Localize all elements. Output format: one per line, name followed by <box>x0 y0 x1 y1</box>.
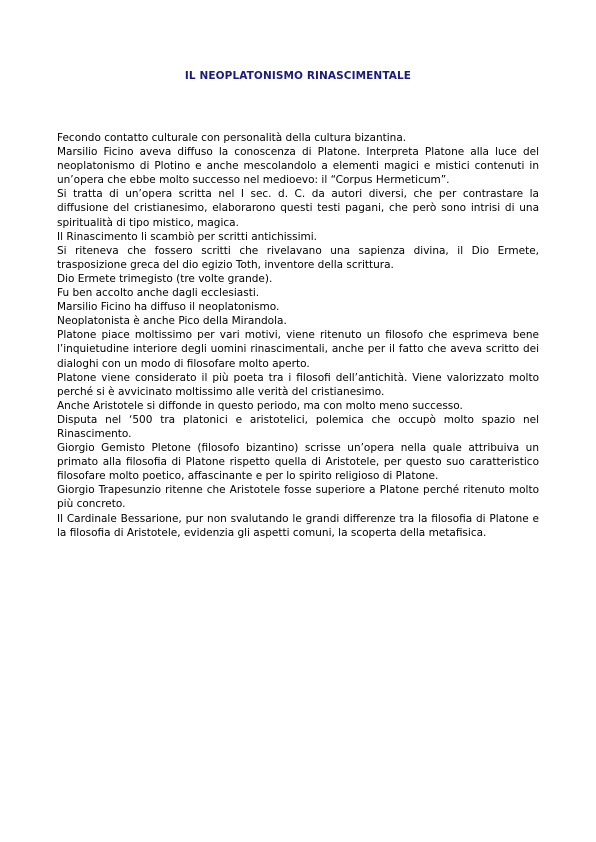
document-body <box>57 131 539 540</box>
paragraph: Marsilio Ficino ha diffuso il neoplatonismo. <box>57 301 280 314</box>
paragraph: Giorgio Trapesunzio ritenne che Aristotele fosse superiore a Platone perché ritenuto molto più concreto. <box>57 484 539 511</box>
paragraph: Si tratta di un’opera scritta nel I sec. d. C. da autori diversi, che per contrastare la diffusione del cristianesimo, elaborarono questi testi pagani, che però sono intrisi di una spiritualità di tipo mistico, magica. <box>57 188 539 229</box>
paragraph: Fu ben accolto anche dagli ecclesiasti. <box>57 287 260 300</box>
paragraph: Si riteneva che fossero scritti che rivelavano una sapienza divina, il Dio Ermete, trasposizione greca del dio egizio Toth, inventore della scrittura. <box>57 244 539 271</box>
paragraph: Platone viene considerato il più poeta tra i filosofi dell’antichità. Viene valorizzato molto perché si è avvicinato moltissimo alle verità del cristianesimo. <box>57 371 539 398</box>
document-title: IL NEOPLATONISMO RINASCIMENTALE <box>184 70 412 82</box>
paragraph: Anche Aristotele si diffonde in questo periodo, ma con molto meno successo. <box>57 399 463 412</box>
paragraph: Giorgio Gemisto Pletone (filosofo bizantino) scrisse un’opera nella quale attribuiva un primato alla filosofia di Platone rispetto quella di Aristotele, per questo suo caratteristico filosofare molto poetico, affascinante e per lo spirito religioso di Platone. <box>57 442 539 483</box>
paragraph: Platone piace moltissimo per vari motivi, viene ritenuto un filosofo che esprimeva bene l’inquietudine interiore degli uomini rinascimentali, anche per il fatto che aveva scritto dei dialoghi con un modo di filosofare molto aperto. <box>57 329 539 370</box>
paragraph: Fecondo contatto culturale con personalità della cultura bizantina. <box>57 132 407 144</box>
paragraph: Marsilio Ficino aveva diffuso la conoscenza di Platone. Interpreta Platone alla luce del neoplatonismo di Plotino e anche mescolandolo a elementi magici e mistici contenuti in un’opera che ebbe molto successo nel medioevo: il “Corpus Hermeticum”. <box>57 146 539 187</box>
paragraph: Dio Ermete trimegisto (tre volte grande). <box>57 272 273 285</box>
paragraph: Disputa nel ‘500 tra platonici e aristotelici, polemica che occupò molto spazio nel Rinascimento. <box>57 413 539 440</box>
paragraph: Il Cardinale Bessarione, pur non svalutando le grandi differenze tra la filosofia di Platone e la filosofia di Aristotele, evidenzia gli aspetti comuni, la scoperta della metafisica. <box>57 512 539 539</box>
paragraph: Neoplatonista è anche Pico della Mirandola. <box>57 315 287 328</box>
paragraph: Il Rinascimento li scambiò per scritti antichissimi. <box>57 230 318 243</box>
